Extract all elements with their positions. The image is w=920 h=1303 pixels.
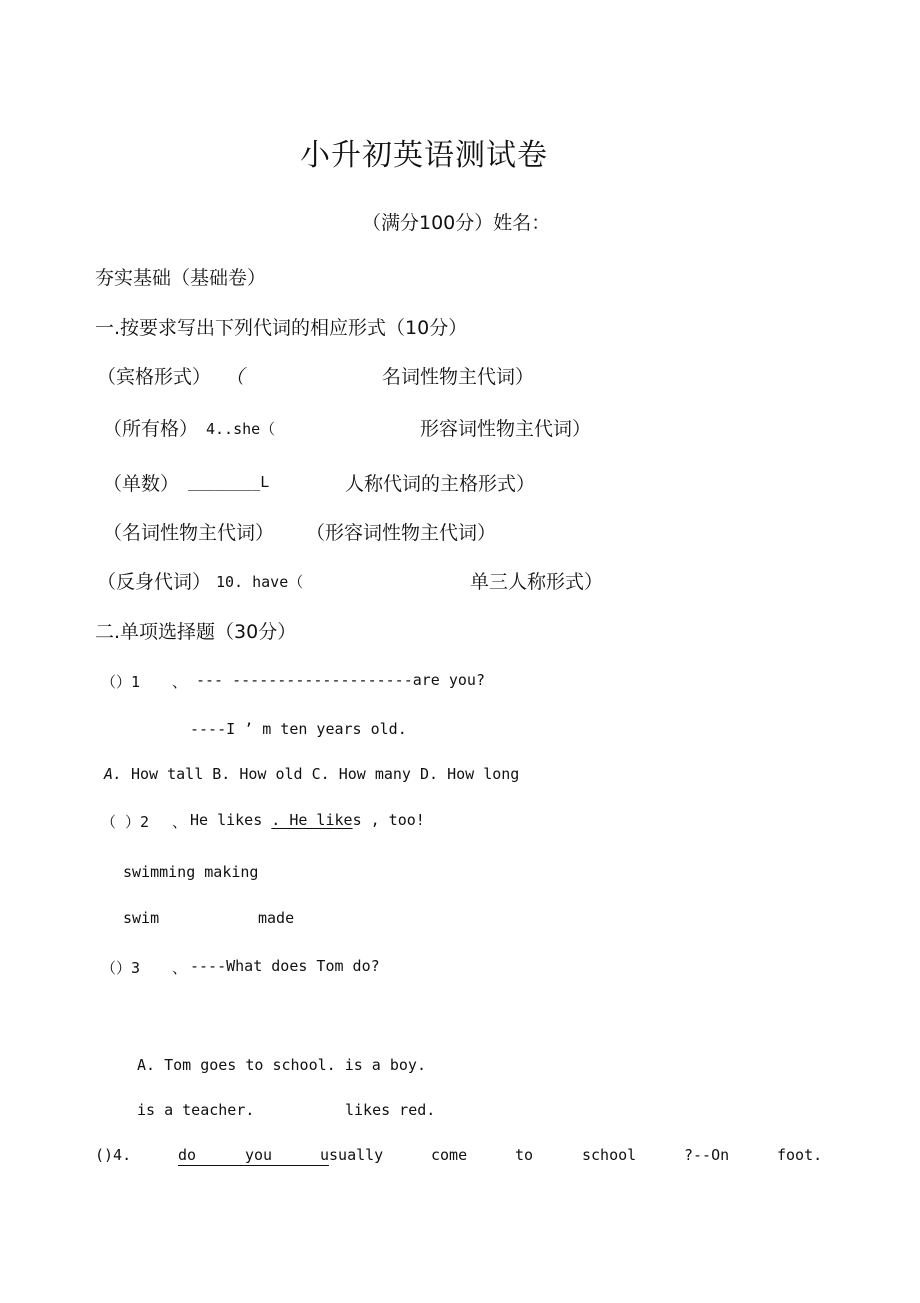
part1-row5-left: （反身代词） xyxy=(97,571,212,593)
q2-text-blank: . He like xyxy=(271,811,353,829)
q4-word-3: usually xyxy=(320,1146,384,1164)
page-title: 小升初英语测试卷 xyxy=(300,138,548,173)
q4-word-6: school xyxy=(582,1146,637,1164)
q2-option-line1: swimming making xyxy=(123,863,259,881)
part1-row1-right: 名词性物主代词） xyxy=(382,366,535,388)
q1-options: How tall B. How old C. How many D. How long xyxy=(131,765,520,783)
part1-row2-right: 形容词性物主代词） xyxy=(420,418,592,440)
part2-heading: 二.单项选择题（30分） xyxy=(95,621,297,643)
q3-option-teacher: is a teacher. xyxy=(137,1101,255,1119)
q1-mark: 、 xyxy=(172,673,188,691)
q2-number: （ ）2 xyxy=(101,813,150,831)
q3-number: （）3 xyxy=(101,959,141,977)
part1-row4-left: （名词性物主代词） xyxy=(103,522,275,544)
part1-row4-right: （形容词性物主代词） xyxy=(306,522,497,544)
q4-word-5: to xyxy=(515,1146,534,1164)
q3-mark: 、 xyxy=(172,959,188,977)
q2-text-a: He likes xyxy=(190,811,263,829)
q1-text: --- --------------------are you? xyxy=(196,671,485,689)
q2-text-c: s , too! xyxy=(352,811,425,829)
section-basic: 夯实基础（基础卷） xyxy=(95,267,267,289)
part1-row5-mid: 10. have（ xyxy=(216,573,304,591)
part1-row1-left: （宾格形式） xyxy=(97,366,212,388)
q4-word-4: come xyxy=(431,1146,468,1164)
part1-row1-mid: （ xyxy=(225,366,245,388)
part1-row2-mid: 4..she（ xyxy=(206,420,276,438)
q2-option-made: made xyxy=(258,909,295,927)
part1-row3-right: 人称代词的主格形式） xyxy=(345,473,536,495)
q4-word-7: ?--On xyxy=(684,1146,730,1164)
q4-underline xyxy=(178,1165,329,1166)
part1-row2-left: （所有格） xyxy=(103,418,199,440)
q1-reply: ----I ’ m ten years old. xyxy=(190,720,407,738)
part1-heading: 一.按要求写出下列代词的相应形式（10分） xyxy=(95,317,468,339)
q2-option-swim: swim xyxy=(123,909,160,927)
q4-number: ()4. xyxy=(95,1146,132,1164)
q1-option-a-letter: A. xyxy=(104,765,123,783)
q4-word-2: you xyxy=(245,1146,273,1164)
q4-word-1: do xyxy=(178,1146,197,1164)
q3-option-red: likes red. xyxy=(345,1101,436,1119)
part1-row5-right: 单三人称形式） xyxy=(470,571,604,593)
q2-mark: 、 xyxy=(172,813,188,831)
q3-option-line1: A. Tom goes to school. is a boy. xyxy=(137,1056,426,1074)
q1-number: （）1 xyxy=(101,673,141,691)
q3-text: ----What does Tom do? xyxy=(190,957,380,975)
page-subtitle: （满分100分）姓名： xyxy=(362,212,551,234)
part1-row3-left: （单数） xyxy=(103,473,180,495)
q4-word-8: foot. xyxy=(777,1146,823,1164)
q2-text xyxy=(190,811,425,829)
part1-row3-mid: ________L xyxy=(188,473,270,491)
